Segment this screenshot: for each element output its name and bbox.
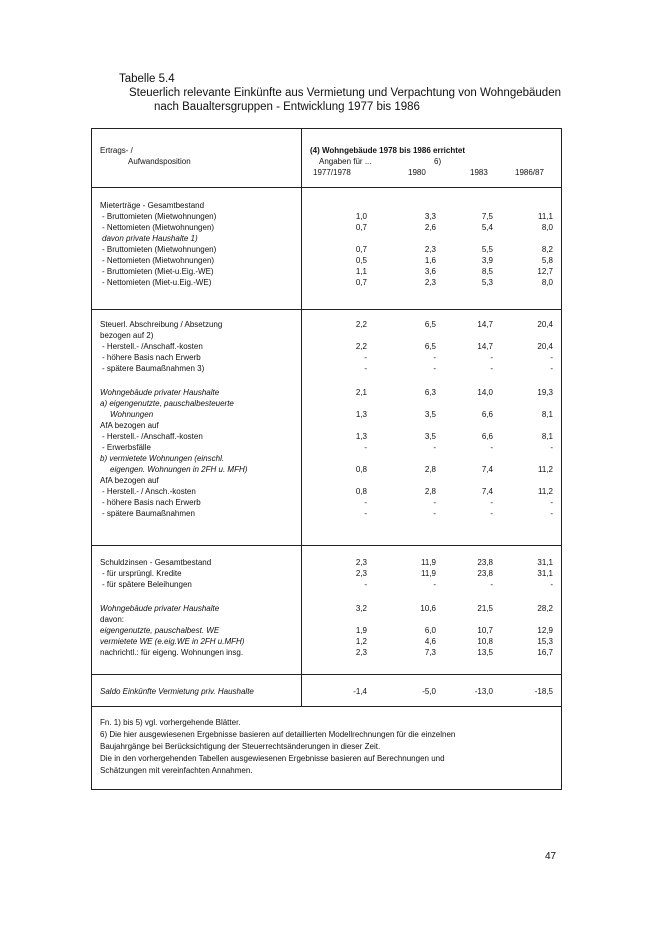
row-value: 12,9 [537,626,553,635]
row-value: 4,6 [424,637,436,646]
row-value: 8,0 [541,223,553,232]
row-label: - Nettomieten (Miet-u.Eig.-WE) [102,278,212,287]
section-divider-3 [92,674,561,675]
footnote-2: 6) Die hier ausgewiesenen Ergebnisse basieren auf detaillierten Modellrechnungen für die einzelnen [100,730,456,739]
row-value: 2,2 [355,320,367,329]
row-value: 23,8 [477,558,493,567]
row-value: 11,9 [421,558,436,567]
column-header-1977: 1977/1978 [313,168,351,177]
section-divider-4 [92,706,561,707]
row-value: 0,7 [355,223,367,232]
row-value: -13,0 [474,687,493,696]
row-value: 10,6 [420,604,436,613]
row-value: 11,2 [538,487,553,496]
row-label: nachrichtl.: für eigeng. Wohnungen insg. [100,648,244,657]
row-value: 5,8 [541,256,553,265]
row-value: - [490,353,493,362]
row-label: Wohngebäude privater Haushalte [100,604,220,613]
row-value: 20,4 [537,320,553,329]
row-value: 2,3 [424,278,436,287]
row-value: 0,5 [355,256,367,265]
row-label: eigengenutzte, pauschalbest. WE [100,626,220,635]
row-value: - [490,580,493,589]
row-value: 1,6 [424,256,436,265]
row-value: - [433,509,436,518]
row-value: 2,3 [355,569,367,578]
row-value: 8,1 [541,432,553,441]
row-value: -5,0 [422,687,436,696]
row-value: - [364,443,367,452]
row-value: 3,3 [424,212,436,221]
row-value: 2,8 [424,487,436,496]
row-value: - [433,498,436,507]
row-value: 1,0 [355,212,367,221]
row-value: - [364,353,367,362]
row-value: -18,5 [534,687,553,696]
row-label: Mieterträge - Gesamtbestand [100,201,205,210]
row-value: 6,5 [424,320,436,329]
row-value: 2,1 [355,388,367,397]
row-label: - Bruttomieten (Miet-u.Eig.-WE) [102,267,214,276]
section-divider-2 [92,545,561,546]
row-label: - Erwerbsfälle [102,443,151,452]
table-label: Tabelle 5.4 [119,73,175,85]
row-label: vermietete WE (e.eig.WE in 2FH u.MFH) [100,637,245,646]
row-value: 5,4 [481,223,493,232]
row-value: 2,3 [355,558,367,567]
row-label: - Nettomieten (Mietwohnungen) [102,256,215,265]
row-value: 3,5 [424,432,436,441]
row-value: 14,0 [477,388,493,397]
row-value: 20,4 [537,342,553,351]
row-value: 6,5 [424,342,436,351]
row-value: 13,5 [477,648,493,657]
row-label: - Bruttomieten (Mietwohnungen) [102,212,217,221]
row-label: - für spätere Beleihungen [102,580,192,589]
row-label: - spätere Baumaßnahmen [102,509,195,518]
header-group-title: (4) Wohngebäude 1978 bis 1986 errichtet [310,146,466,155]
row-label: Saldo Einkünfte Vermietung priv. Haushalte [100,687,254,696]
row-label: a) eigengenutzte, pauschalbesteuerte [100,399,234,408]
row-value: 23,8 [477,569,493,578]
row-value: 19,3 [537,388,553,397]
row-value: - [550,364,553,373]
row-value: - [364,580,367,589]
row-label: davon private Haushalte 1) [102,234,198,243]
row-label: AfA bezogen auf [100,476,159,485]
row-value: 14,7 [477,320,493,329]
row-label: - Herstell.- /Anschaff.-kosten [102,342,203,351]
row-label: - Nettomieten (Mietwohnungen) [102,223,215,232]
row-value: 10,8 [477,637,493,646]
row-label: bezogen auf 2) [100,331,154,340]
header-divider [92,187,561,188]
row-value: 21,5 [477,604,493,613]
row-value: 3,2 [355,604,367,613]
row-value: - [364,498,367,507]
row-value: 31,1 [537,558,553,567]
row-value: 7,5 [481,212,493,221]
row-value: 7,4 [481,465,493,474]
row-value: 6,6 [481,410,493,419]
row-value: 5,3 [481,278,493,287]
row-value: 7,4 [481,487,493,496]
footnote-5: Schätzungen mit vereinfachten Annahmen. [100,766,253,775]
row-value: - [433,353,436,362]
row-value: 0,7 [355,245,367,254]
row-value: - [550,353,553,362]
row-label: b) vermietete Wohnungen (einschl. [100,454,225,463]
row-value: - [433,364,436,373]
row-value: 0,8 [355,465,367,474]
row-value: 28,2 [537,604,553,613]
row-value: 8,2 [541,245,553,254]
row-value: - [433,580,436,589]
row-label: Wohngebäude privater Haushalte [100,388,220,397]
row-value: - [490,443,493,452]
header-subtitle: Angaben für ... [319,157,372,166]
row-value: - [550,509,553,518]
row-label: - höhere Basis nach Erwerb [102,498,201,507]
row-value: 0,7 [355,278,367,287]
row-value: - [550,498,553,507]
row-value: 2,8 [424,465,436,474]
header-left-line-2: Aufwandsposition [128,157,191,166]
row-value: -1,4 [353,687,367,696]
row-value: 10,7 [477,626,493,635]
row-label: Steuerl. Abschreibung / Absetzung [100,320,223,329]
row-value: 16,7 [537,648,553,657]
row-value: - [364,364,367,373]
row-label: Wohnungen [110,410,154,419]
row-label: - für ursprüngl. Kredite [102,569,182,578]
section-divider-1 [92,309,561,310]
row-value: 7,3 [424,648,436,657]
column-header-1980: 1980 [408,168,426,177]
row-value: 2,6 [424,223,436,232]
row-label: - höhere Basis nach Erwerb [102,353,201,362]
row-value: 8,1 [541,410,553,419]
row-value: - [490,498,493,507]
footnote-1: Fn. 1) bis 5) vgl. vorhergehende Blätter. [100,718,241,727]
row-value: - [364,509,367,518]
row-value: 11,2 [538,465,553,474]
row-value: 1,3 [355,432,367,441]
row-value: 2,2 [355,342,367,351]
row-value: 1,2 [355,637,367,646]
row-value: 1,3 [355,410,367,419]
row-value: 15,3 [537,637,553,646]
row-value: 1,1 [355,267,367,276]
footnote-3: Baujahrgänge bei Berücksichtigung der Steuerrechtsänderungen in dieser Zeit. [100,742,381,751]
row-value: 2,3 [424,245,436,254]
row-value: - [433,443,436,452]
row-value: 1,9 [355,626,367,635]
row-label: - Herstell.- / Ansch.-kosten [102,487,196,496]
row-value: 11,1 [538,212,553,221]
data-table [91,128,562,790]
row-label: - Herstell.- /Anschaff.-kosten [102,432,203,441]
row-label: Schuldzinsen - Gesamtbestand [100,558,212,567]
header-left-line-1: Ertrags- / [100,146,133,155]
row-value: 6,6 [481,432,493,441]
row-value: 31,1 [537,569,553,578]
column-header-1986: 1986/87 [515,168,544,177]
row-value: 8,0 [541,278,553,287]
table-heading [119,72,561,114]
row-value: 2,3 [355,648,367,657]
row-value: - [550,580,553,589]
footnote-4: Die in den vorhergehenden Tabellen ausgewiesenen Ergebnisse basieren auf Berechnungen und [100,754,445,763]
row-value: 11,9 [421,569,436,578]
row-value: 5,5 [481,245,493,254]
column-header-1983: 1983 [470,168,488,177]
row-value: 3,5 [424,410,436,419]
row-value: 12,7 [537,267,553,276]
column-divider [301,129,302,706]
row-value: - [550,443,553,452]
row-value: 8,5 [481,267,493,276]
row-value: 0,8 [355,487,367,496]
row-label: - spätere Baumaßnahmen 3) [102,364,205,373]
table-title-line-1: Steuerlich relevante Einkünfte aus Vermietung und Verpachtung von Wohngebäuden [129,87,561,99]
row-label: AfA bezogen auf [100,421,159,430]
row-value: 6,0 [424,626,436,635]
page-number: 47 [545,851,557,862]
row-label: davon: [100,615,125,624]
header-note-ref: 6) [434,157,442,166]
row-value: - [490,364,493,373]
row-value: 3,6 [424,267,436,276]
row-value: - [490,509,493,518]
table-title-line-2: nach Baualtersgruppen - Entwicklung 1977 bis 1986 [154,101,420,113]
row-label: eigengen. Wohnungen in 2FH u. MFH) [110,465,248,474]
row-label: - Bruttomieten (Mietwohnungen) [102,245,217,254]
row-value: 14,7 [477,342,493,351]
row-value: 3,9 [481,256,493,265]
row-value: 6,3 [424,388,436,397]
